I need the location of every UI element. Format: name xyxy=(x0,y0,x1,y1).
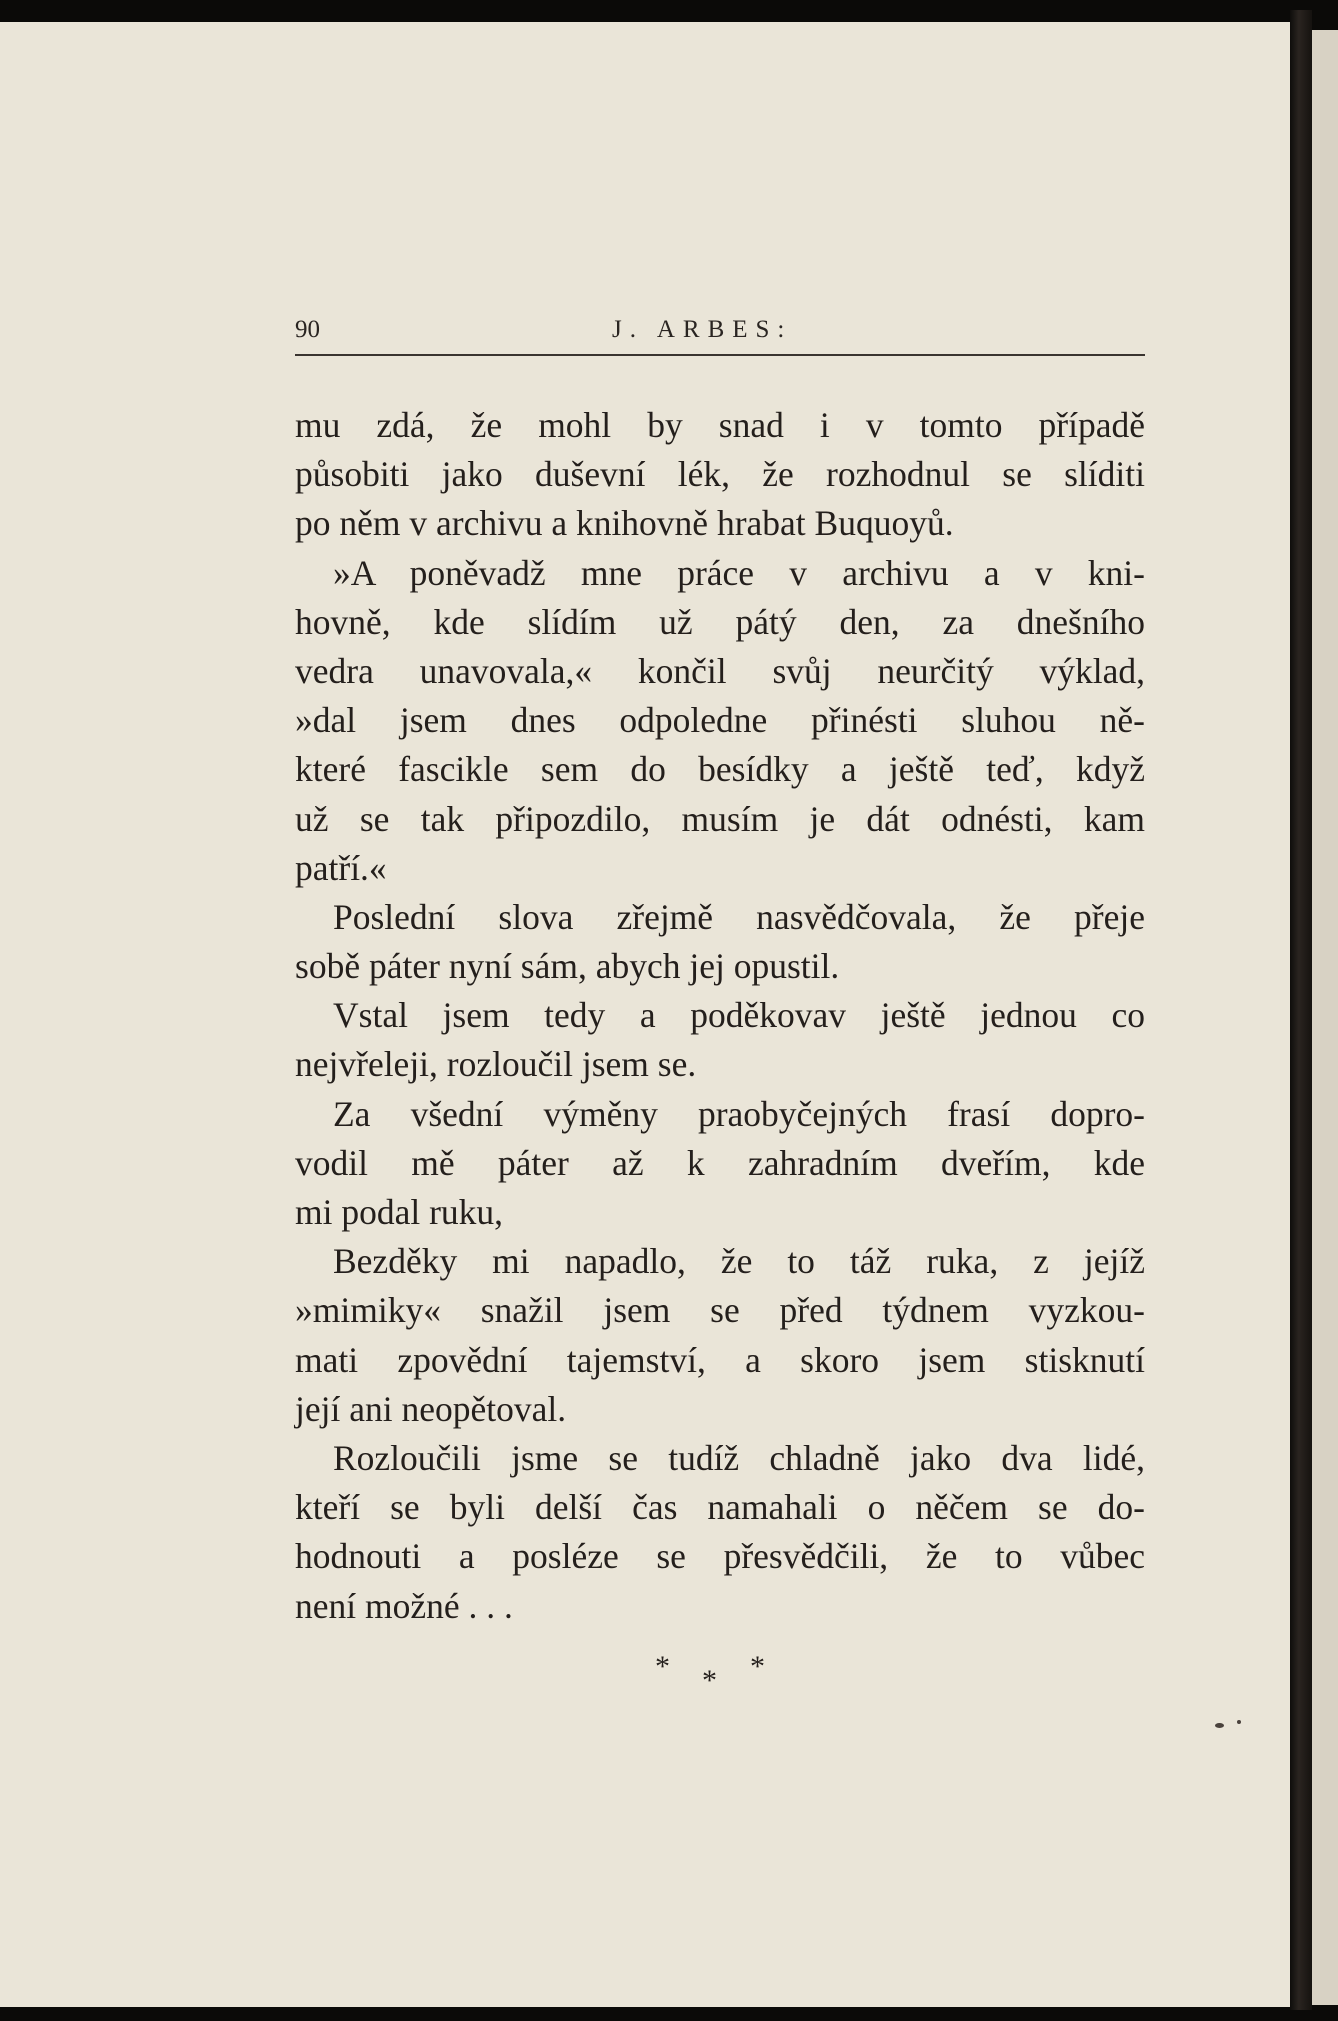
text-line: které fascikle sem do besídky a ještě teď, když xyxy=(295,749,1145,790)
text-line: mati zpovědní tajemství, a skoro jsem stisknutí xyxy=(295,1339,1145,1380)
text-line: Vstal jsem tedy a poděkovav ještě jednou co xyxy=(333,995,1145,1036)
text-line: »A poněvadž mne práce v archivu a v kni- xyxy=(333,552,1145,593)
text-line: její ani neopětoval. xyxy=(295,1388,567,1429)
text-line: Bezděky mi napadlo, že to táž ruka, z jejíž xyxy=(333,1241,1145,1282)
text-line: Rozloučili jsme se tudíž chladně jako dva lidé, xyxy=(333,1437,1145,1478)
text-line: mi podal ruku, xyxy=(295,1192,504,1232)
page-number: 90 xyxy=(295,316,320,343)
text-line: »mimiky« snažil jsem se před týdnem vyzkou- xyxy=(295,1290,1145,1331)
text-line: sobě páter nyní sám, abych jej opustil. xyxy=(295,946,840,987)
text-line: Za všední výměny praobyčejných frasí dopro- xyxy=(333,1093,1145,1134)
text-line: patří.« xyxy=(295,847,387,888)
section-break-asterism xyxy=(640,1650,800,1710)
text-line: vedra unavovala,« končil svůj neurčitý výklad, xyxy=(295,650,1145,691)
page-header xyxy=(295,312,1145,356)
asterisk: * xyxy=(750,1650,765,1683)
text-line: není možné . . . xyxy=(295,1585,513,1626)
text-line: nejvřeleji, rozloučil jsem se. xyxy=(295,1044,697,1085)
book-gutter xyxy=(1290,10,1312,2010)
text-line: po něm v archivu a knihovně hrabat Buquoyů. xyxy=(295,503,954,544)
text-line: hovně, kde slídím už pátý den, za dnešního xyxy=(295,601,1145,642)
text-line: působiti jako duševní lék, že rozhodnul se slíditi xyxy=(295,454,1145,495)
text-line: vodil mě páter až k zahradním dveřím, kde xyxy=(295,1142,1145,1183)
text-line: »dal jsem dnes odpoledne přinésti sluhou ně- xyxy=(295,700,1145,741)
text-line: mu zdá, že mohl by snad i v tomto případě xyxy=(295,405,1145,445)
text-line: hodnouti a posléze se přesvědčili, že to vůbec xyxy=(295,1536,1145,1577)
asterisk: * xyxy=(655,1650,670,1683)
facing-page-edge xyxy=(1312,30,1338,2005)
body-text xyxy=(295,401,1145,1631)
text-line: Poslední slova zřejmě nasvědčovala, že přeje xyxy=(333,896,1145,937)
running-head: J. ARBES: xyxy=(612,316,793,343)
text-line: už se tak připozdilo, musím je dát odnésti, kam xyxy=(295,798,1145,839)
header-rule xyxy=(295,354,1145,356)
paper-speck xyxy=(1237,1720,1241,1724)
text-line: kteří se byli delší čas namahali o něčem se do- xyxy=(295,1487,1145,1528)
paper-speck xyxy=(1215,1723,1224,1728)
asterisk: * xyxy=(702,1664,717,1697)
